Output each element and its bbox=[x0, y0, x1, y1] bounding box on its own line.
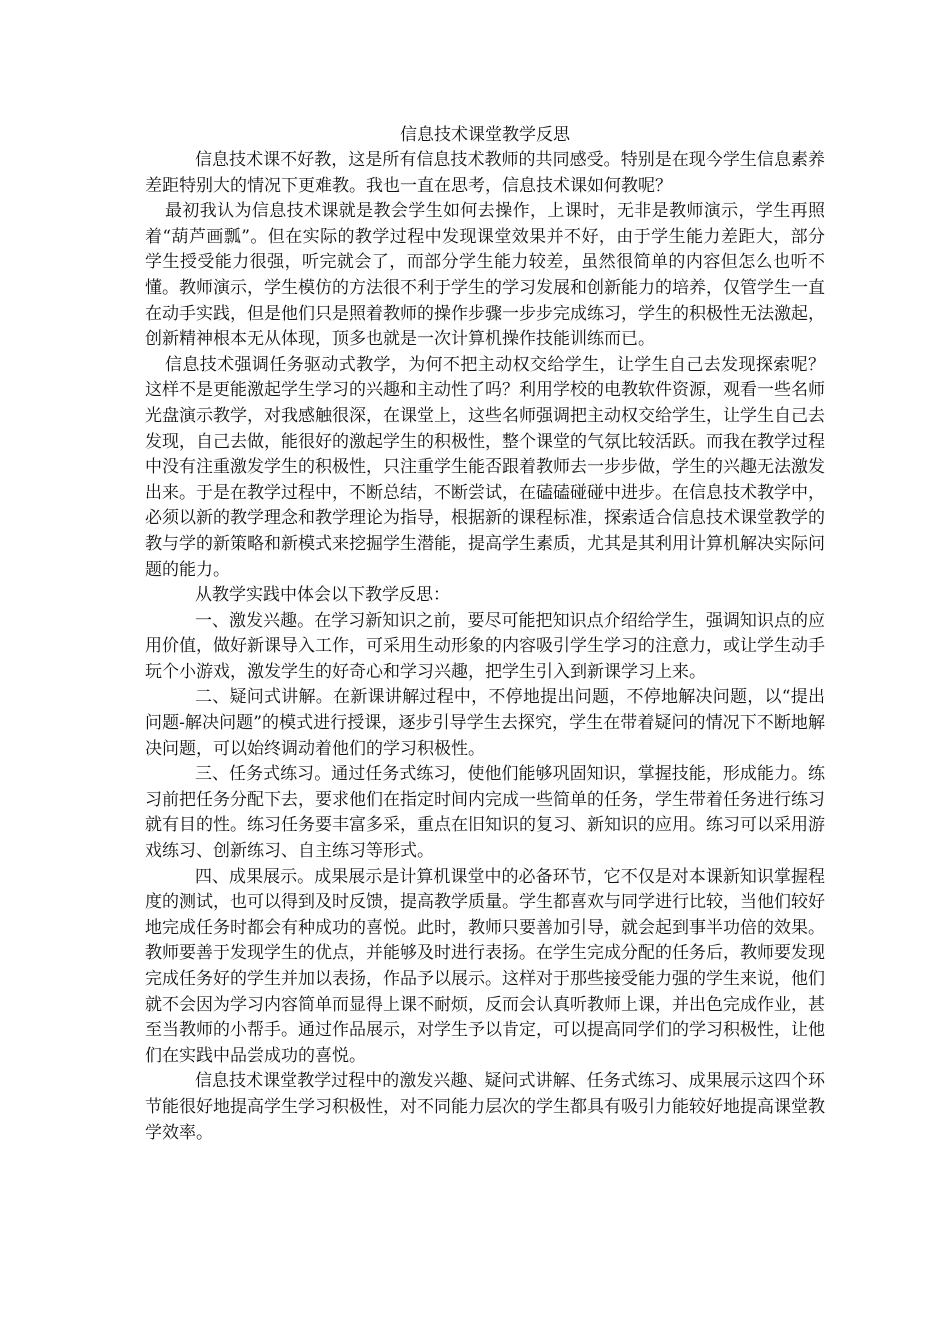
paragraph-2: 最初我认为信息技术课就是教会学生如何去操作，上课时，无非是教师演示，学生再照着“葫芦画瓢”。但在实际的教学过程中发现课堂效果并不好，由于学生能力差距大，部分学生授受能力很强，听完就会了，而部分学生能力较差，虽然很简单的内容但怎么也听不懂。教师演示，学生模仿的方法很不利于学生的学习发展和创新能力的培养，仅管学生一直在动手实践，但是他们只是照着教师的操作步骤一步步完成练习，学生的积极性无法激起，创新精神根本无从体现，顶多也就是一次计算机操作技能训练而已。 bbox=[145, 201, 825, 350]
paragraph-7: 三、任务式练习。通过任务式练习，使他们能够巩固知识，掌握技能，形成能力。练习前把任务分配下去，要求他们在指定时间内完成一些简单的任务，学生带着任务进行练习就有目的性。练习任务要丰富多采，重点在旧知识的复习、新知识的应用。练习可以采用游戏练习、创新练习、自主练习等形式。 bbox=[145, 764, 825, 862]
paragraph-3: 信息技术强调任务驱动式教学，为何不把主动权交给学生，让学生自己去发现探索呢？这样不是更能激起学生学习的兴趣和主动性了吗？利用学校的电教软件资源，观看一些名师光盘演示教学，对我感触很深，在课堂上，这些名师强调把主动权交给学生，让学生自己去发现，自己去做，能很好的激起学生的积极性，整个课堂的气氛比较活跃。而我在教学过程中没有注重激发学生的积极性，只注重学生能否跟着教师去一步步做，学生的兴趣无法激发出来。于是在教学过程中，不断总结，不断尝试，在磕磕碰碰中进步。在信息技术教学中，必须以新的教学理念和教学理论为指导，根据新的课程标准，探索适合信息技术课堂教学的教与学的新策略和新模式来挖掘学生潜能，提高学生素质，尤其是其利用计算机解决实际问题的能力。 bbox=[145, 354, 825, 580]
paragraph-1: 信息技术课不好教，这是所有信息技术教师的共同感受。特别是在现今学生信息素养差距特别大的情况下更难教。我也一直在思考，信息技术课如何教呢？ bbox=[145, 150, 825, 196]
document-page bbox=[145, 122, 825, 1146]
paragraph-6: 二、疑问式讲解。在新课讲解过程中，不停地提出问题，不停地解决问题，以“提出问题-解决问题”的模式进行授课，逐步引导学生去探究，学生在带着疑问的情况下不断地解决问题，可以始终调动着他们的学习积极性。 bbox=[145, 687, 825, 759]
paragraph-5: 一、激发兴趣。在学习新知识之前，要尽可能把知识点介绍给学生，强调知识点的应用价值，做好新课导入工作，可采用生动形象的内容吸引学生学习的注意力，或让学生动手玩个小游戏，激发学生的好奇心和学习兴趣，把学生引入到新课学习上来。 bbox=[145, 610, 825, 682]
paragraph-4: 从教学实践中体会以下教学反思： bbox=[195, 585, 450, 606]
paragraph-8: 四、成果展示。成果展示是计算机课堂中的必备环节，它不仅是对本课新知识掌握程度的测试，也可以得到及时反馈，提高教学质量。学生都喜欢与同学进行比较，当他们较好地完成任务时都会有种成功的喜悦。此时，教师只要善加引导，就会起到事半功倍的效果。教师要善于发现学生的优点，并能够及时进行表扬。在学生完成分配的任务后，教师要发现完成任务好的学生并加以表扬，作品予以展示。这样对于那些接受能力强的学生来说，他们就不会因为学习内容简单而显得上课不耐烦，反而会认真听教师上课，并出色完成作业，甚至当教师的小帮手。通过作品展示，对学生予以肯定，可以提高同学们的学习积极性，让他们在实践中品尝成功的喜悦。 bbox=[145, 866, 825, 1066]
paragraph-9: 信息技术课堂教学过程中的激发兴趣、疑问式讲解、任务式练习、成果展示这四个环节能很好地提高学生学习积极性，对不同能力层次的学生都具有吸引力能较好地提高课堂教学效率。 bbox=[145, 1071, 825, 1143]
document-title: 信息技术课堂教学反思 bbox=[400, 125, 570, 145]
